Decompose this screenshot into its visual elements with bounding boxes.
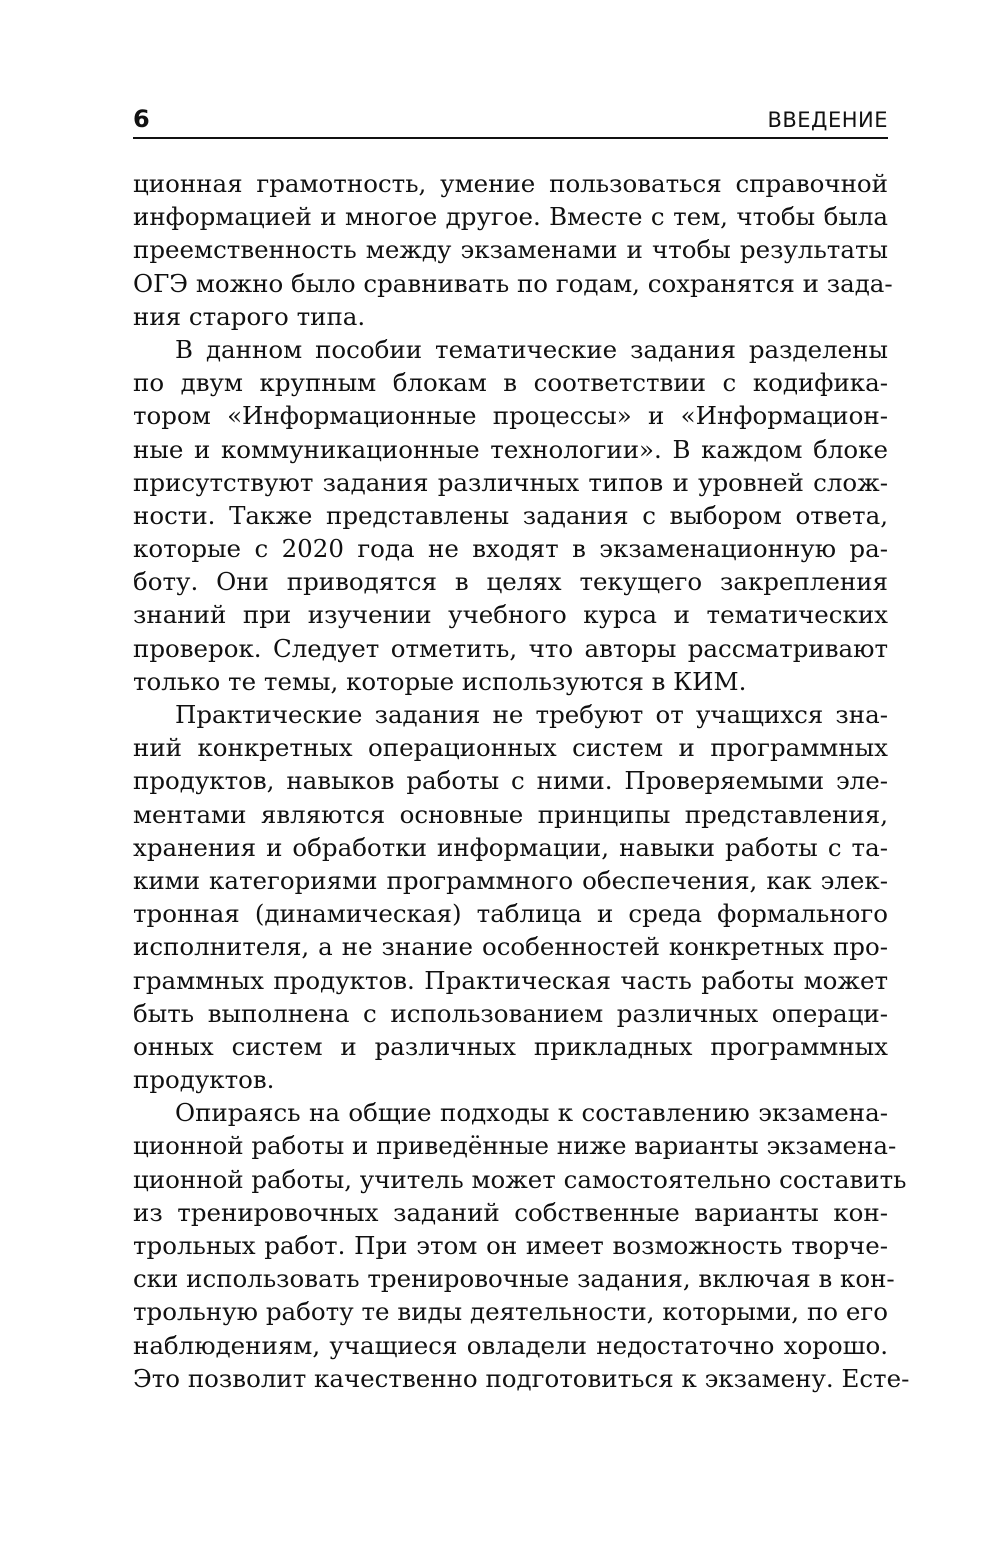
text-line: наблюдениям, учащиеся овладели недостаточно хорошо. [133,1330,888,1360]
text-line: из тренировочных заданий собственные варианты кон- [133,1197,888,1227]
text-line: ментами являются основные принципы представления, [133,799,888,829]
text-line: боту. Они приводятся в целях текущего закрепления [133,567,888,597]
text-line: хранения и обработки информации, навыки работы с та- [133,832,888,862]
section-title: ВВЕДЕНИЕ [767,108,888,132]
text-line: только те темы, которые используются в КИМ. [133,666,747,696]
text-line: проверок. Следует отметить, что авторы рассматривают [133,633,888,663]
paragraph-4 [133,1096,910,1395]
text-line: ски использовать тренировочные задания, включая в кон- [133,1264,895,1294]
text-line: ний конкретных операционных систем и программных [133,733,888,763]
text-line: кими категориями программного обеспечения, как элек- [133,865,888,895]
text-line: продуктов, навыков работы с ними. Проверяемыми эле- [133,766,888,796]
text-line: ционной работы, учитель может самостоятельно составить [133,1164,907,1194]
text-line: онных систем и различных прикладных программных [133,1031,888,1061]
text-line: тором «Информационные процессы» и «Информацион- [133,401,888,431]
text-line: тронная (динамическая) таблица и среда формального [133,899,888,929]
paragraph-2 [133,333,888,698]
running-header [133,104,888,139]
text-line: Это позволит качественно подготовиться к экзамену. Есте- [133,1363,910,1393]
body-text [133,167,910,1395]
text-line: В данном пособии тематические задания разделены [175,334,888,364]
text-line: присутствуют задания различных типов и уровней слож- [133,467,888,497]
text-line: преемственность между экзаменами и чтобы результаты [133,235,888,265]
text-line: быть выполнена с использованием различных операци- [133,998,888,1028]
paragraph-3 [133,698,888,1096]
text-line: Опираясь на общие подходы к составлению экзамена- [175,1098,888,1128]
text-line: ОГЭ можно было сравнивать по годам, сохранятся и зада- [133,268,893,298]
text-line: по двум крупным блокам в соответствии с кодифика- [133,368,888,398]
book-page [133,104,910,1395]
text-line: информацией и многое другое. Вместе с тем, чтобы была [133,202,888,232]
page-number: 6 [133,105,150,133]
text-line: трольных работ. При этом он имеет возможность творче- [133,1231,888,1260]
text-line: ционная грамотность, умение пользоваться справочной [133,169,888,198]
text-line: ционной работы и приведённые ниже варианты экзамена- [133,1131,897,1161]
paragraph-1 [133,167,893,333]
text-line: ности. Также представлены задания с выбором ответа, [133,500,888,530]
text-line: знаний при изучении учебного курса и тематических [133,600,888,630]
text-line: продуктов. [133,1065,275,1095]
text-line: Практические задания не требуют от учащихся зна- [175,700,888,729]
text-line: которые с 2020 года не входят в экзаменационную ра- [133,534,888,564]
text-line: граммных продуктов. Практическая часть работы может [133,965,888,995]
text-line: исполнителя, а не знание особенностей конкретных про- [133,932,888,962]
text-line: ния старого типа. [133,301,366,331]
text-line: трольную работу те виды деятельности, которыми, по его [133,1297,888,1327]
text-line: ные и коммуникационные технологии». В каждом блоке [133,434,888,464]
